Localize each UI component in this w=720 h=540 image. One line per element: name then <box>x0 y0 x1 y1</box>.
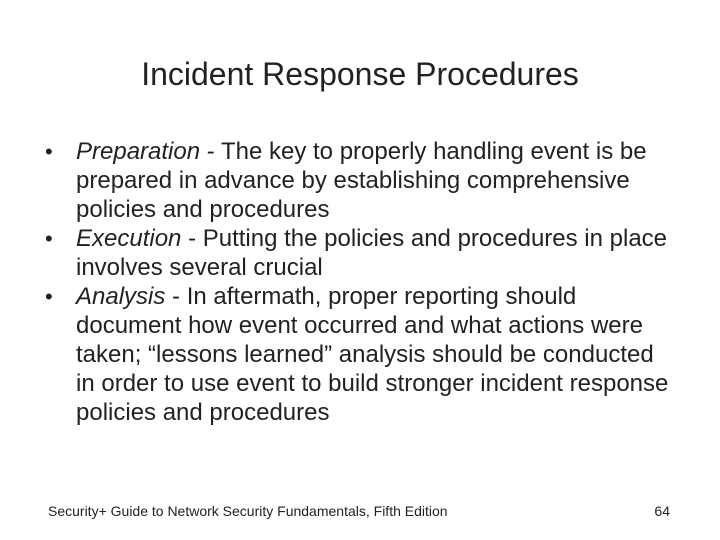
bullet-term: Preparation <box>76 138 201 165</box>
bullet-text: - In aftermath, proper reporting should document how event occurred and what actions were taken; “lessons learned” analysis should be conducted in order to use event to build stronger incident response policies and procedures <box>76 283 669 426</box>
bullet-item-preparation <box>45 137 675 224</box>
bullet-term: Analysis <box>76 283 166 310</box>
bullet-marker: • <box>45 284 53 309</box>
bullet-marker: • <box>45 226 53 251</box>
bullet-term: Execution <box>76 225 182 252</box>
page-number: 64 <box>654 503 670 519</box>
slide-title: Incident Response Procedures <box>141 56 579 92</box>
bullet-item-execution <box>45 224 675 282</box>
bullet-marker: • <box>45 139 53 164</box>
bullet-text: - The key to properly handling event is be prepared in advance by establishing comprehensive policies and procedures <box>76 138 647 223</box>
bullet-item-analysis <box>45 282 675 427</box>
bullet-text: - Putting the policies and procedures in place involves several crucial <box>76 225 668 281</box>
footer-source: Security+ Guide to Network Security Fundamentals, Fifth Edition <box>48 503 448 519</box>
bullet-list <box>45 137 675 427</box>
